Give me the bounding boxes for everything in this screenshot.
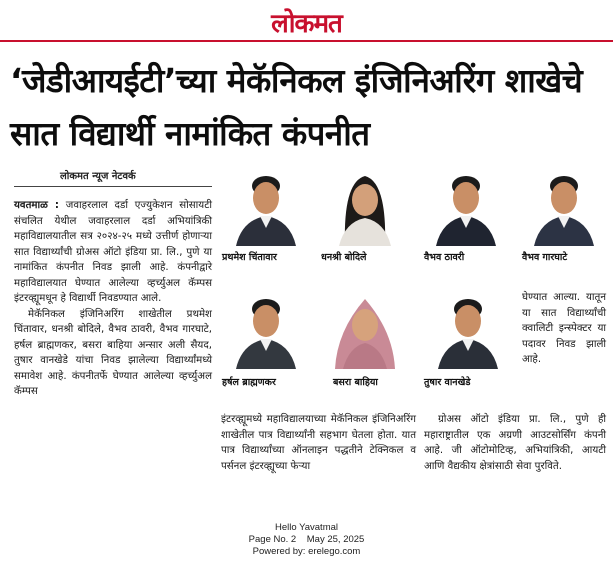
page-footer xyxy=(0,522,613,558)
article-paragraph-2: मेकॅनिकल इंजिनिअरिंग शाखेतील प्रथमेश चिंतावार, धनश्री बोदिले, वैभव ठावरी, वैभव गारघाटे, हर्षल ब्राह्मणकर, बसरा बाहिया अन्सार अली सैयद, तुषार वानखेडे यांचा निवड झालेल्या विद्यार्थ्यांमध्ये समावेश आहे. कंपनीतर्फे घेण्यात आलेल्या व्हर्च्युअल कॅम्पस xyxy=(14,308,212,397)
caption-tushar: तुषार वानखेडे xyxy=(424,377,471,388)
column-3-paragraph-2: ग्रोअस ऑटो इंडिया प्रा. लि., पुणे ही महाराष्ट्रातील एक अग्रणी आउटसोर्सिंग कंपनी आहे. जी ऑटोमोटिव्ह, अभियांत्रिकी, आयटी आणि वैद्यकीय क्षेत्रांसाठी सेवा पुरविते. xyxy=(424,414,606,472)
headline: ‘जेडीआयईटी’च्या मेकॅनिकल इंजिनिअरिंग शाखेचे सात विद्यार्थी नामांकित कंपनीत xyxy=(10,61,583,153)
byline: लोकमत न्यूज नेटवर्क xyxy=(60,171,136,182)
lokmat-logo: लोकमत xyxy=(271,9,342,39)
paragraph-1-text: जवाहरलाल दर्डा एज्युकेशन सोसायटी संचलित येथील जवाहरलाल दर्डा अभियांत्रिकी महाविद्यालयातील सत्र २०२४-२५ मध्ये उत्तीर्ण होणाऱ्या सात विद्यार्थ्यांची ग्रोअस ऑटो इंडिया प्रा. लि., पुणे या नामांकित कंपनीत निवड झाली आहे. कंपनीद्वारे महाविद्यालयात घेण्यात आलेल्या व्हर्च्युअल कॅम्पस इंटरव्ह्यूमधून हे विद्यार्थी निवडण्यात आले. xyxy=(14,200,212,304)
column-2-text: इंटरव्ह्यूमध्ये महाविद्यालयाच्या मेकॅनिकल इंजिनिअरिंग शाखेतील पात्र विद्यार्थ्यांनी सहभाग घेतला होता. यात पात्र विद्यार्थ्यांच्या ऑनलाइन पद्धतीने टेक्निकल व पर्सनल इंटरव्ह्यूच्या फेऱ्या xyxy=(221,414,416,472)
portrait-male-icon xyxy=(424,285,512,369)
photo-pratham xyxy=(222,162,310,246)
photo-basra xyxy=(321,285,409,369)
byline-divider xyxy=(14,186,212,187)
photo-harshal xyxy=(222,285,310,369)
portrait-male-icon xyxy=(222,285,310,369)
caption-harshal: हर्षल ब्राह्मणकर xyxy=(222,377,276,388)
photo-tushar xyxy=(424,285,512,369)
portrait-male-icon xyxy=(520,162,608,246)
masthead xyxy=(0,0,613,44)
portrait-male-icon xyxy=(422,162,510,246)
photo-vaibhav-garghate xyxy=(520,162,608,246)
portrait-male-icon xyxy=(222,162,310,246)
article-paragraph-1 xyxy=(14,198,212,307)
photo-vaibhav-thawari xyxy=(422,162,510,246)
caption-basra: बसरा बाहिया xyxy=(333,377,378,388)
portrait-female-icon xyxy=(321,162,409,246)
article-column-3 xyxy=(522,290,606,368)
dateline: यवतमाळ : xyxy=(14,200,60,211)
caption-pratham: प्रथमेश चिंतावार xyxy=(222,252,277,263)
footer-page-date: Page No. 2 May 25, 2025 xyxy=(248,534,365,545)
photo-dhanashri xyxy=(321,162,409,246)
article-column-3b xyxy=(424,412,606,474)
caption-vaibhav-thawari: वैभव ठावरी xyxy=(424,252,465,263)
caption-vaibhav-garghate: वैभव गारघाटे xyxy=(522,252,568,263)
caption-dhanashri: धनश्री बोदिले xyxy=(321,252,367,263)
article-column-1 xyxy=(14,198,212,400)
footer-edition: Hello Yavatmal xyxy=(274,522,338,533)
article-column-2 xyxy=(221,412,416,474)
portrait-female-hijab-icon xyxy=(321,285,409,369)
column-3-paragraph-1: घेण्यात आल्या. यातून या सात विद्यार्थ्यांची क्वालिटी इन्स्पेक्टर या पदावर निवड झाली आहे. xyxy=(522,292,606,365)
masthead-rule xyxy=(0,40,613,42)
footer-powered-by: Powered by: erelego.com xyxy=(252,546,361,557)
